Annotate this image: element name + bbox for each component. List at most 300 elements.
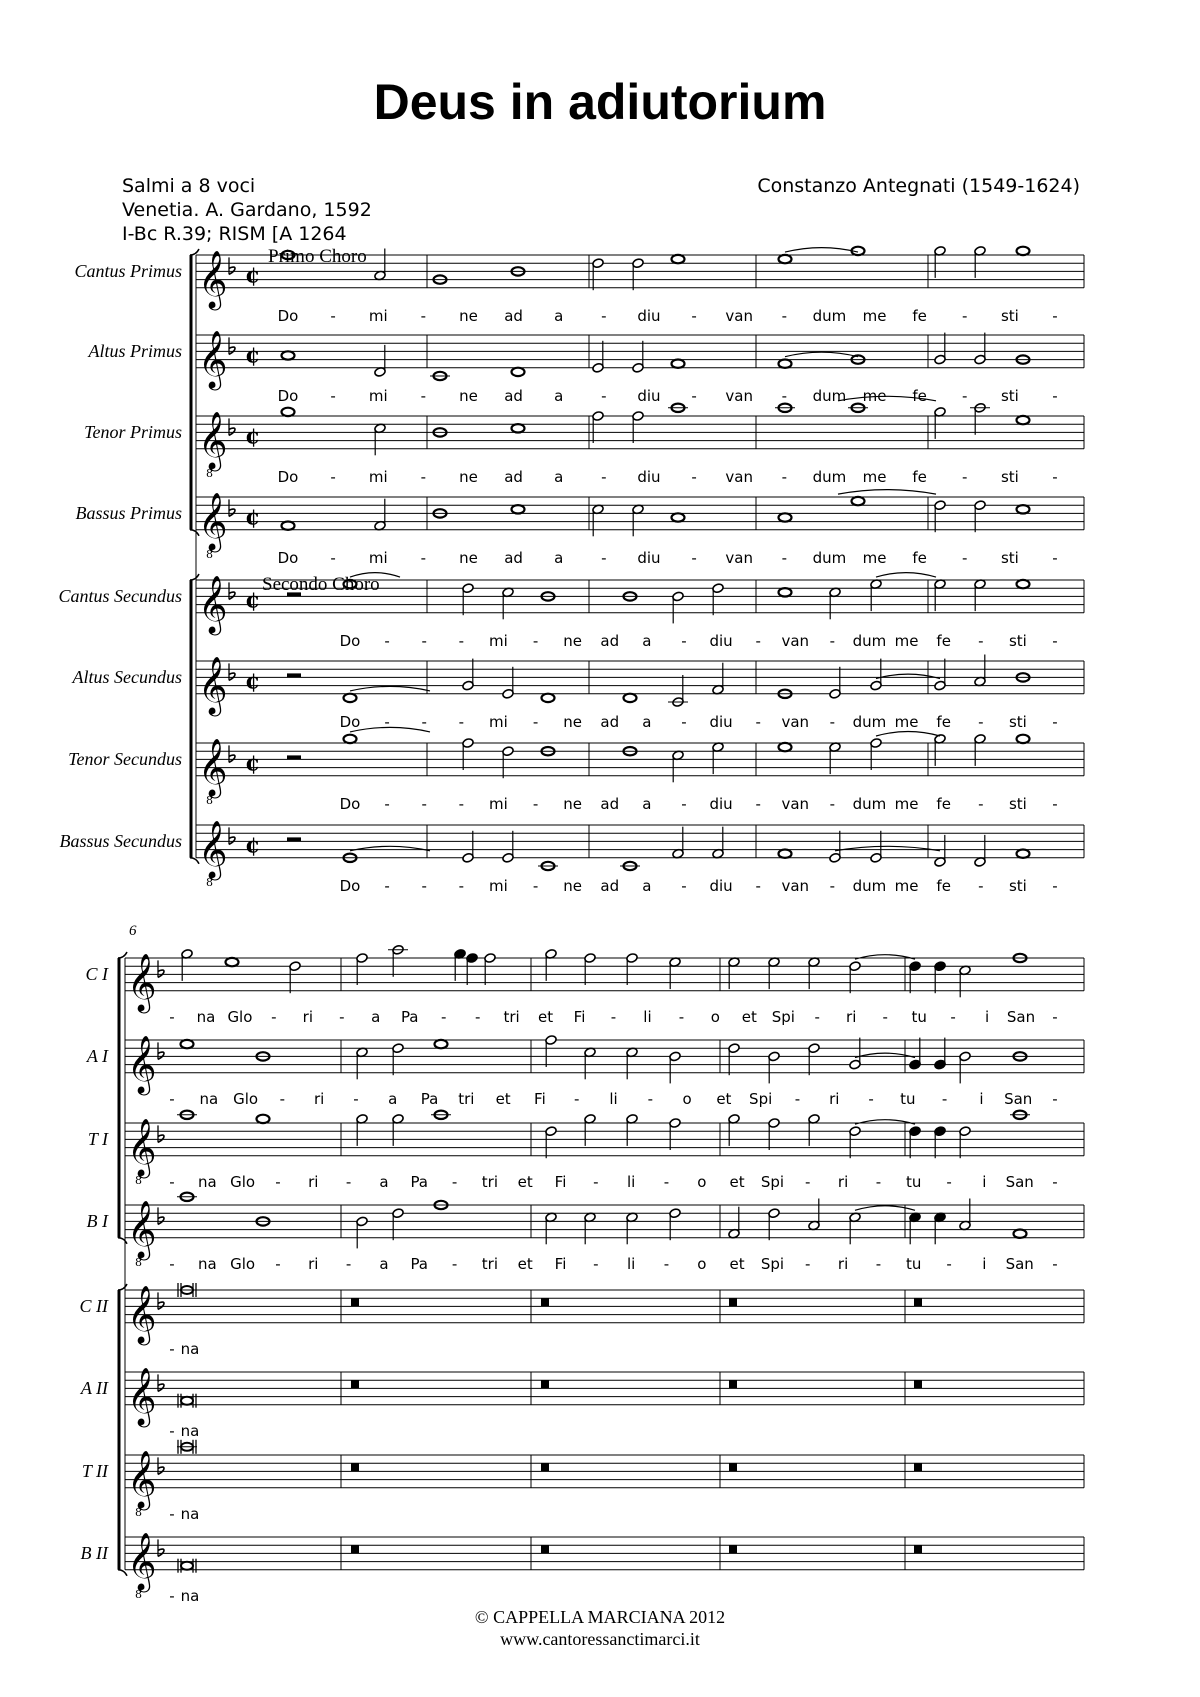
quarter-note <box>934 1038 946 1070</box>
lyric-syllable: Do <box>339 632 361 650</box>
lyric-syllable: Do <box>277 387 299 405</box>
lyric-syllable: et <box>741 1008 757 1026</box>
whole-note <box>1017 247 1030 255</box>
breve-rest <box>729 1463 737 1471</box>
lyric-syllable: San <box>1005 1255 1034 1273</box>
whole-note <box>779 360 792 368</box>
lyric-hyphen: - <box>169 1173 175 1191</box>
lyric-syllable: fe <box>936 713 951 731</box>
lyric-hyphen: - <box>169 1255 175 1273</box>
lyric-hyphen: - <box>458 795 465 813</box>
voice-name: Bassus Primus <box>75 503 182 523</box>
half-note <box>545 949 557 981</box>
lyric-hyphen: - <box>978 713 984 731</box>
lyric-hyphen: - <box>829 713 836 731</box>
lyric-syllable: o <box>710 1008 720 1026</box>
lyric-syllable: Do <box>339 795 361 813</box>
lyric-hyphen: - <box>681 877 687 895</box>
lyric-syllable: tu <box>900 1090 916 1108</box>
lyric-hyphen: - <box>829 632 836 650</box>
tie <box>350 727 430 732</box>
half-note <box>934 500 946 532</box>
half-note <box>626 1047 638 1079</box>
voice-name-abbr: B II <box>80 1543 108 1563</box>
tie <box>855 955 915 960</box>
lyric-syllable: na <box>197 1255 217 1273</box>
half-note <box>870 579 882 611</box>
lyric-syllable: Fi <box>573 1008 586 1026</box>
lyric-syllable: ne <box>563 795 583 813</box>
copyright-notice: © CAPPELLA MARCIANA 2012 <box>474 1607 726 1627</box>
breve-rest <box>351 1545 359 1553</box>
breve-rest <box>914 1545 922 1553</box>
lyric-syllable: fe <box>936 632 951 650</box>
half-note <box>808 1043 820 1075</box>
lyric-syllable: tri <box>481 1255 498 1273</box>
lyric-hyphen: - <box>755 713 761 731</box>
half-note <box>934 734 946 766</box>
lyric-hyphen: - <box>275 1255 281 1273</box>
half-note <box>669 1208 681 1240</box>
time-signature: ¢ <box>245 832 261 859</box>
lyric-syllable: li <box>626 1255 636 1273</box>
lyric-syllable: a <box>554 387 564 405</box>
whole-note <box>282 351 295 359</box>
lyric-hyphen: - <box>420 468 427 486</box>
whole-note <box>512 505 525 513</box>
lyric-syllable: diu <box>709 877 733 895</box>
half-note <box>959 1126 971 1158</box>
half-note <box>584 1114 596 1146</box>
lyric-syllable: me <box>894 632 919 650</box>
whole-note <box>672 513 685 521</box>
tenor-octave-mark: 8 <box>135 1587 142 1601</box>
half-note <box>626 1212 638 1244</box>
treble-clef: 𝄞 <box>127 1117 157 1176</box>
lyric-hyphen: - <box>330 307 336 325</box>
lyric-syllable: na <box>180 1587 200 1605</box>
lyric-hyphen: - <box>962 549 968 567</box>
whole-note <box>779 588 792 596</box>
lyric-syllable: sti <box>1008 713 1027 731</box>
lyric-hyphen: - <box>1052 1008 1058 1026</box>
choir-label-first: Primo Choro <box>268 246 367 267</box>
whole-note <box>779 513 792 521</box>
lyric-syllable: me <box>894 877 919 895</box>
half-note <box>672 827 684 859</box>
tie <box>876 573 936 578</box>
lyric-syllable: mi <box>368 468 388 486</box>
lyric-syllable: ad <box>504 549 523 567</box>
whole-note <box>1014 1230 1027 1238</box>
lyric-hyphen: - <box>1052 713 1058 731</box>
breve-rest <box>729 1298 737 1306</box>
lyric-hyphen: - <box>1052 1090 1058 1108</box>
lyric-syllable: ri <box>313 1090 325 1108</box>
lyric-hyphen: - <box>169 1008 175 1026</box>
treble-clef: 𝄞 <box>127 1531 157 1590</box>
lyric-syllable: et <box>517 1173 533 1191</box>
treble-clef: 𝄞 <box>198 410 228 469</box>
whole-note <box>852 497 865 505</box>
lyric-syllable: ad <box>504 468 523 486</box>
lyric-hyphen: - <box>829 795 836 813</box>
whole-note <box>344 694 357 702</box>
treble-clef: 𝄞 <box>127 1034 157 1093</box>
lyric-hyphen: - <box>271 1008 277 1026</box>
lyric-hyphen: - <box>573 1090 580 1108</box>
treble-clef: 𝄞 <box>127 1284 157 1343</box>
lyric-syllable: o <box>682 1090 692 1108</box>
half-rest <box>287 837 301 841</box>
half-note <box>974 500 986 532</box>
lyric-syllable: mi <box>368 387 388 405</box>
lyric-hyphen: - <box>691 549 697 567</box>
lyric-syllable: i <box>982 1173 987 1191</box>
lyric-hyphen: - <box>1052 468 1058 486</box>
lyric-syllable: o <box>697 1255 707 1273</box>
lyric-syllable: me <box>862 307 887 325</box>
half-note <box>592 341 604 373</box>
lyric-syllable: dum <box>852 713 887 731</box>
lyric-syllable: diu <box>709 632 733 650</box>
lyric-hyphen: - <box>691 307 697 325</box>
lyric-syllable: dum <box>812 549 847 567</box>
lyric-syllable: van <box>725 387 753 405</box>
half-note <box>626 953 638 985</box>
half-note <box>829 742 841 774</box>
whole-note <box>282 408 295 416</box>
half-note <box>808 957 820 989</box>
half-note <box>974 579 986 611</box>
lyric-hyphen: - <box>610 1008 617 1026</box>
half-note <box>374 345 386 377</box>
lyric-syllable: a <box>642 877 652 895</box>
breve-rest <box>541 1545 549 1553</box>
lyric-syllable: Spi <box>760 1255 785 1273</box>
lyric-syllable: me <box>862 387 887 405</box>
lyric-hyphen: - <box>681 632 687 650</box>
half-note <box>849 961 861 993</box>
source-collection: Salmi a 8 voci <box>122 175 256 197</box>
tie <box>835 846 940 851</box>
tenor-octave-mark: 8 <box>206 547 213 561</box>
tenor-octave-mark: 8 <box>206 466 213 480</box>
lyric-syllable: na <box>180 1505 200 1523</box>
lyric-syllable: ad <box>600 713 620 731</box>
lyric-hyphen: - <box>474 1008 481 1026</box>
lyric-syllable: mi <box>489 713 508 731</box>
half-note <box>484 953 496 985</box>
half-note <box>632 504 644 536</box>
lyric-syllable: ri <box>837 1255 849 1273</box>
lyric-hyphen: - <box>962 307 968 325</box>
lyric-syllable: van <box>725 307 753 325</box>
lyric-hyphen: - <box>345 1173 352 1191</box>
lyric-syllable: i <box>984 1008 990 1026</box>
breve-rest <box>351 1298 359 1306</box>
lyric-syllable: na <box>197 1173 217 1191</box>
lyric-hyphen: - <box>593 1255 599 1273</box>
half-note <box>829 831 841 863</box>
lyric-hyphen: - <box>781 549 788 567</box>
lyric-syllable: Spi <box>771 1008 795 1026</box>
lyric-syllable: tri <box>503 1008 520 1026</box>
website-link: www.cantoressanctimarci.it <box>500 1629 700 1649</box>
breve-rest <box>351 1380 359 1388</box>
tie <box>350 686 430 691</box>
whole-note <box>512 368 525 376</box>
voice-name: Tenor Primus <box>84 422 182 442</box>
treble-clef: 𝄞 <box>198 249 228 308</box>
lyric-syllable: ne <box>563 632 583 650</box>
lyric-syllable: Do <box>277 468 299 486</box>
lyric-hyphen: - <box>962 387 968 405</box>
half-note <box>870 659 882 691</box>
whole-note <box>257 1115 270 1123</box>
lyric-syllable: Fi <box>554 1255 567 1273</box>
half-note <box>545 1126 557 1158</box>
voice-name: Tenor Secundus <box>68 749 182 769</box>
lyric-syllable: mi <box>368 307 388 325</box>
half-note <box>934 246 946 278</box>
half-note <box>728 957 740 989</box>
lyric-hyphen: - <box>421 632 427 650</box>
half-note <box>808 1114 820 1146</box>
lyric-hyphen: - <box>805 1173 811 1191</box>
measure-number: 6 <box>129 923 137 939</box>
lyric-syllable: fe <box>936 877 951 895</box>
time-signature: ¢ <box>245 262 261 289</box>
time-signature: ¢ <box>245 750 261 777</box>
lyric-syllable: Do <box>277 549 299 567</box>
half-note <box>502 587 514 619</box>
half-note <box>870 738 882 770</box>
lyric-syllable: na <box>196 1008 216 1026</box>
lyric-syllable: o <box>697 1173 707 1191</box>
quarter-note <box>934 1126 946 1158</box>
lyric-syllable: ne <box>459 307 478 325</box>
lyric-syllable: ad <box>600 632 620 650</box>
half-note <box>849 1212 861 1244</box>
lyric-hyphen: - <box>420 307 427 325</box>
half-note <box>462 831 474 863</box>
half-note <box>392 1114 404 1146</box>
tie <box>785 352 858 357</box>
treble-clef: 𝄞 <box>198 491 228 550</box>
treble-clef: 𝄞 <box>198 819 228 878</box>
time-signature: ¢ <box>245 423 261 450</box>
breve-rest <box>541 1463 549 1471</box>
voice-name-abbr: B I <box>86 1211 108 1231</box>
lyric-syllable: San <box>1006 1008 1036 1026</box>
tenor-octave-mark: 8 <box>206 793 213 807</box>
lyric-syllable: Do <box>339 713 361 731</box>
lyric-syllable: Glo <box>233 1090 259 1108</box>
half-note <box>462 738 474 770</box>
lyric-hyphen: - <box>1052 307 1058 325</box>
whole-note <box>779 850 792 858</box>
lyric-syllable: a <box>379 1255 389 1273</box>
time-signature: ¢ <box>245 668 261 695</box>
lyric-syllable: me <box>894 795 919 813</box>
breve-note <box>178 1559 196 1573</box>
bracket-hook <box>118 952 127 958</box>
whole-note <box>1017 416 1030 424</box>
half-note <box>181 949 193 981</box>
half-note <box>974 655 986 687</box>
half-note <box>712 742 724 774</box>
whole-note <box>1017 735 1030 743</box>
half-note <box>829 587 841 619</box>
whole-note <box>435 1040 448 1048</box>
tenor-octave-mark: 8 <box>135 1255 142 1269</box>
lyric-syllable: a <box>642 632 652 650</box>
lyric-syllable: sti <box>1000 468 1019 486</box>
half-note <box>712 663 724 695</box>
source-library-siglum: I-Bc R.39; RISM [A 1264 <box>122 223 347 245</box>
lyric-syllable: tu <box>906 1173 922 1191</box>
lyric-syllable: mi <box>368 549 388 567</box>
voice-name-abbr: A II <box>80 1378 108 1398</box>
lyric-syllable: a <box>371 1008 381 1026</box>
lyric-syllable: li <box>626 1173 636 1191</box>
voice-name: Cantus Primus <box>74 261 182 281</box>
half-note <box>502 746 514 778</box>
lyric-syllable: ne <box>459 468 478 486</box>
whole-note <box>512 424 525 432</box>
lyric-hyphen: - <box>384 632 390 650</box>
lyric-syllable: a <box>642 713 652 731</box>
lyric-syllable: Pa <box>420 1090 439 1108</box>
whole-note <box>1017 850 1030 858</box>
lyric-hyphen: - <box>1052 549 1058 567</box>
composer: Constanzo Antegnati (1549-1624) <box>757 175 1080 197</box>
lyric-hyphen: - <box>601 468 607 486</box>
whole-note <box>542 694 555 702</box>
lyric-hyphen: - <box>781 307 788 325</box>
lyric-syllable: Glo <box>230 1173 256 1191</box>
lyric-hyphen: - <box>275 1173 281 1191</box>
half-note <box>934 579 946 611</box>
lyric-syllable: me <box>862 549 887 567</box>
lyric-syllable: li <box>643 1008 652 1026</box>
whole-note <box>779 255 792 263</box>
lyric-syllable: ne <box>459 549 478 567</box>
lyric-syllable: a <box>642 795 652 813</box>
treble-clef: 𝄞 <box>198 655 228 714</box>
lyric-hyphen: - <box>421 795 427 813</box>
lyric-syllable: diu <box>709 795 733 813</box>
breve-rest <box>914 1298 922 1306</box>
bracket-hook <box>118 1570 127 1576</box>
lyric-syllable: mi <box>489 877 508 895</box>
breve-note <box>178 1394 196 1408</box>
lyric-hyphen: - <box>1052 632 1058 650</box>
half-note <box>632 258 644 290</box>
lyric-hyphen: - <box>978 795 984 813</box>
half-note <box>934 835 946 867</box>
lyric-hyphen: - <box>681 713 687 731</box>
whole-note <box>779 743 792 751</box>
lyric-hyphen: - <box>681 795 687 813</box>
lyric-hyphen: - <box>169 1090 175 1108</box>
half-note <box>849 1126 861 1158</box>
treble-clef: 𝄞 <box>127 1449 157 1508</box>
lyric-syllable: Spi <box>749 1090 773 1108</box>
lyric-syllable: ne <box>563 877 583 895</box>
half-note <box>632 341 644 373</box>
lyric-syllable: Do <box>277 307 299 325</box>
voice-name-abbr: T II <box>81 1461 108 1481</box>
breve-rest <box>914 1380 922 1388</box>
treble-clef: 𝄞 <box>198 737 228 796</box>
half-note <box>502 667 514 699</box>
lyric-hyphen: - <box>421 713 427 731</box>
lyric-syllable: na <box>180 1340 200 1358</box>
half-note <box>728 1114 740 1146</box>
whole-note <box>1017 505 1030 513</box>
half-note <box>632 411 644 443</box>
voice-name-abbr: C I <box>85 964 108 984</box>
lyric-syllable: a <box>388 1090 398 1108</box>
lyric-hyphen: - <box>781 387 788 405</box>
source-publisher: Venetia. A. Gardano, 1592 <box>122 199 372 221</box>
lyric-syllable: tri <box>458 1090 475 1108</box>
tenor-octave-mark: 8 <box>135 1173 142 1187</box>
lyric-syllable: San <box>1005 1173 1034 1191</box>
lyric-hyphen: - <box>978 877 984 895</box>
lyric-syllable: ri <box>837 1173 849 1191</box>
lyric-hyphen: - <box>330 468 336 486</box>
lyric-hyphen: - <box>384 713 390 731</box>
half-note <box>592 258 604 290</box>
half-note <box>374 423 386 455</box>
half-note <box>974 246 986 278</box>
lyric-syllable: fe <box>936 795 951 813</box>
lyric-hyphen: - <box>882 1008 888 1026</box>
quarter-note <box>909 1038 921 1070</box>
half-note <box>374 249 386 281</box>
lyric-hyphen: - <box>330 387 336 405</box>
half-note <box>672 750 684 782</box>
lyric-hyphen: - <box>601 387 607 405</box>
lyric-hyphen: - <box>451 1255 458 1273</box>
lyric-syllable: et <box>517 1255 533 1273</box>
lyric-syllable: me <box>894 713 919 731</box>
lyric-syllable: et <box>538 1008 554 1026</box>
lyric-syllable: li <box>609 1090 618 1108</box>
half-note <box>712 583 724 615</box>
lyric-hyphen: - <box>647 1090 654 1108</box>
half-note <box>974 835 986 867</box>
half-note <box>768 1118 780 1150</box>
lyric-hyphen: - <box>451 1173 458 1191</box>
lyric-hyphen: - <box>384 795 390 813</box>
lyric-hyphen: - <box>663 1173 670 1191</box>
tie <box>876 732 940 737</box>
lyric-syllable: ri <box>308 1173 319 1191</box>
half-note <box>768 1051 780 1083</box>
whole-note <box>282 522 295 530</box>
lyric-syllable: van <box>781 632 810 650</box>
lyric-syllable: van <box>725 468 753 486</box>
lyric-syllable: Fi <box>554 1173 567 1191</box>
half-note <box>849 1038 861 1070</box>
half-note <box>959 1199 971 1231</box>
half-note <box>934 407 946 439</box>
lyric-syllable: Glo <box>230 1255 256 1273</box>
